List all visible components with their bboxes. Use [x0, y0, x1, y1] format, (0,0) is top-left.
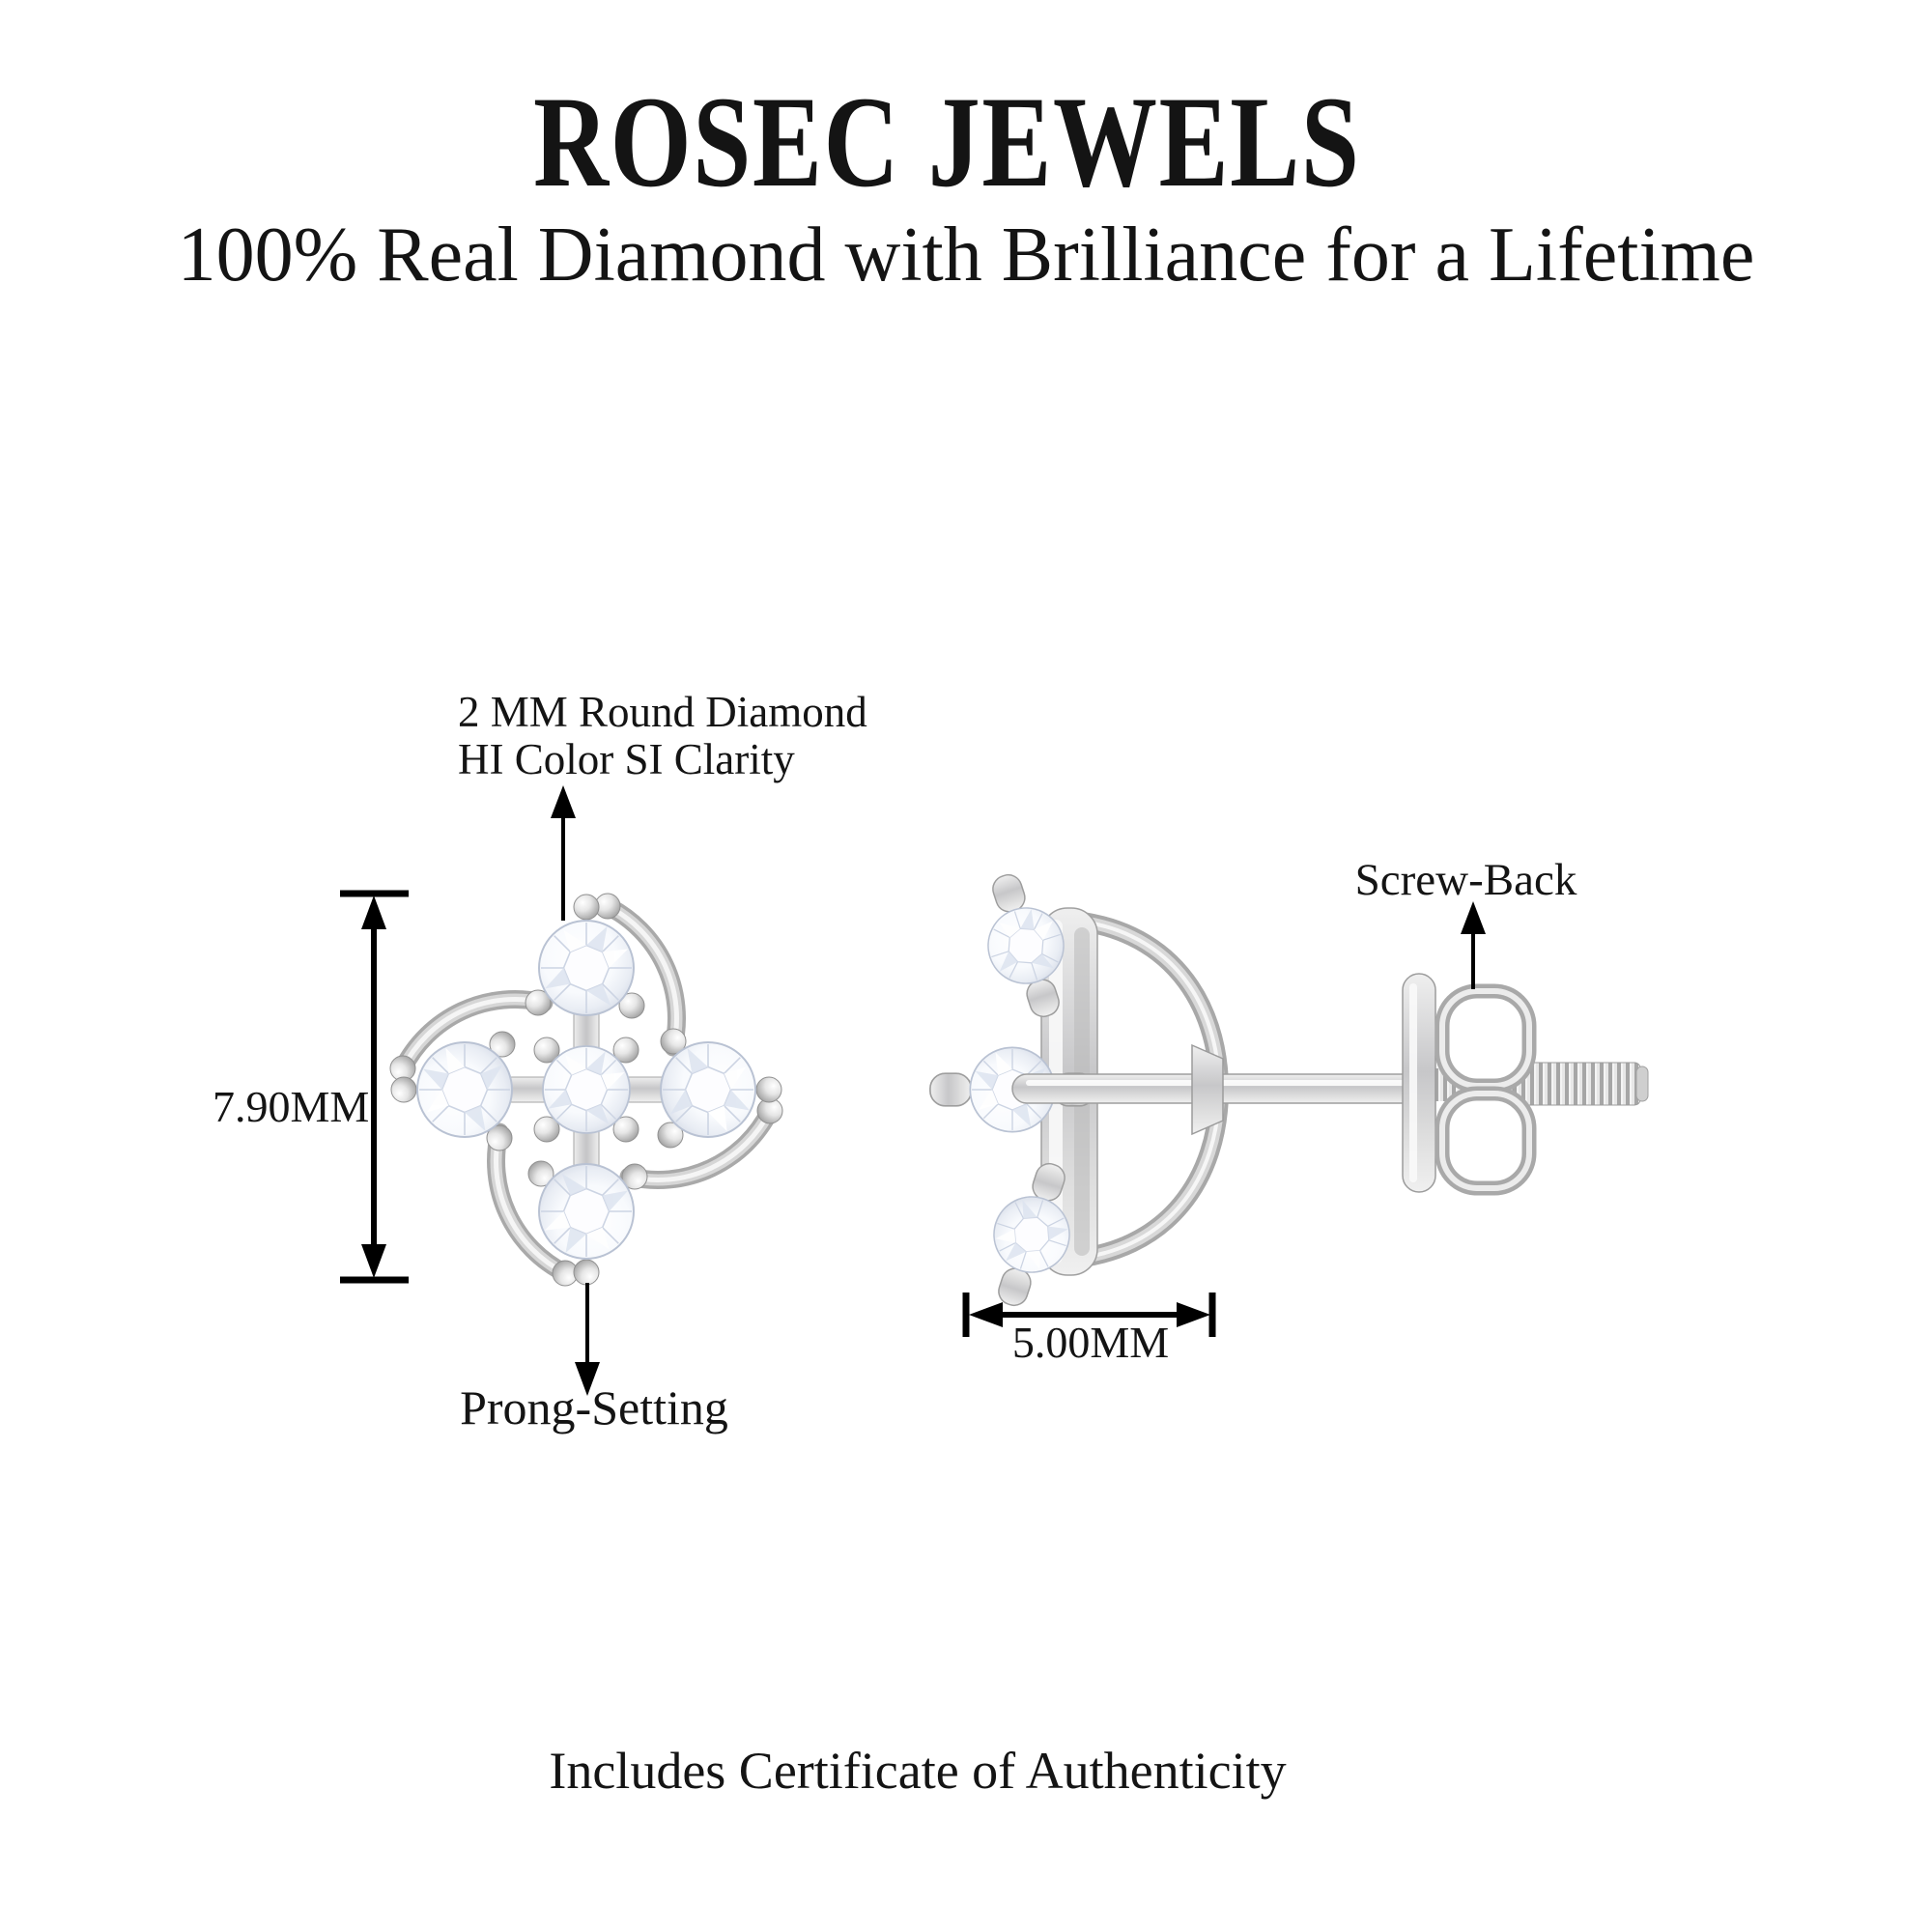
- prong-setting-label: Prong-Setting: [460, 1380, 728, 1435]
- arrowhead-up: [551, 785, 576, 818]
- arrowhead-up: [361, 895, 386, 929]
- screw-callout-arrow: [1461, 901, 1486, 989]
- butterfly-loop-bottom: [1442, 1094, 1529, 1188]
- stone-spec-note: [458, 689, 867, 783]
- tagline: 100% Real Diamond with Brilliance for a Lifetime: [177, 213, 1755, 298]
- threaded-post: [1513, 1063, 1648, 1105]
- stone-spec-line1: 2 MM Round Diamond: [458, 688, 867, 736]
- brand-title: [0, 71, 1893, 215]
- arrowhead-up: [1461, 901, 1486, 934]
- width-dimension-value: 5.00MM: [1011, 1318, 1170, 1367]
- prong-callout-arrow: [575, 1283, 600, 1396]
- butterfly-loop-top: [1442, 991, 1529, 1086]
- arrowhead-down: [361, 1244, 386, 1278]
- certificate-note: Includes Certificate of Authenticity: [549, 1742, 1287, 1800]
- backing-disc: [1403, 974, 1435, 1192]
- front-earring-illustration: [390, 894, 782, 1286]
- stone-callout-arrow: [551, 785, 576, 921]
- side-earring-illustration: [930, 865, 1648, 1317]
- screw-back-label: Screw-Back: [1354, 855, 1577, 905]
- brand-title-text: ROSEC JEWELS: [532, 71, 1361, 214]
- stone-spec-line2: HI Color SI Clarity: [458, 735, 795, 783]
- post-clamp: [1192, 1045, 1223, 1134]
- center-diamond: [543, 1046, 630, 1133]
- height-dimension-value: 7.90MM: [213, 1082, 370, 1131]
